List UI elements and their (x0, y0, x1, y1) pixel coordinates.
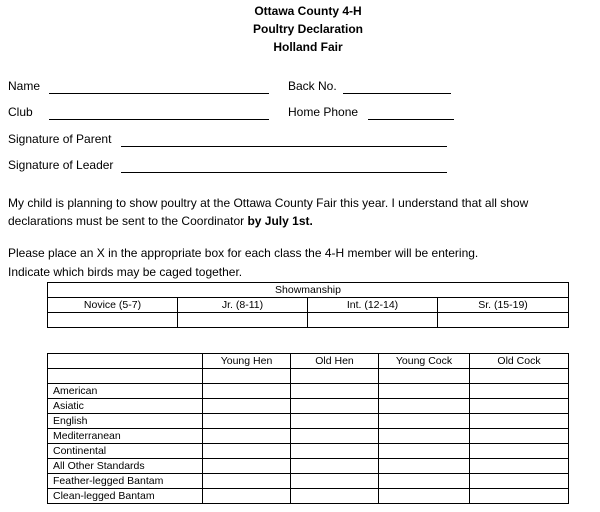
class-row-label: Feather-legged Bantam (48, 474, 203, 489)
class-header-old-hen: Old Hen (291, 354, 379, 369)
class-cell-old-cock[interactable] (470, 399, 569, 414)
class-row (48, 444, 569, 459)
poultry-class-table (47, 353, 569, 504)
class-spacer-row (48, 369, 203, 384)
declaration-paragraph (8, 194, 588, 230)
showmanship-title: Showmanship (48, 283, 569, 298)
class-cell-old-cock[interactable] (470, 474, 569, 489)
class-cell-young-cock[interactable] (379, 459, 470, 474)
class-header-old-cock: Old Cock (470, 354, 569, 369)
class-row-label: English (48, 414, 203, 429)
showmanship-cell-senior[interactable] (438, 313, 569, 328)
parent-signature-line[interactable] (121, 146, 447, 147)
class-cell-old-hen[interactable] (291, 414, 379, 429)
class-cell-young-hen[interactable] (203, 414, 291, 429)
showmanship-header-intermediate: Int. (12-14) (308, 298, 438, 313)
home-phone-label: Home Phone (288, 105, 359, 119)
class-row (48, 414, 569, 429)
class-cell-old-hen[interactable] (291, 429, 379, 444)
class-row-label: Mediterranean (48, 429, 203, 444)
class-cell-young-cock[interactable] (379, 399, 470, 414)
showmanship-cell-novice[interactable] (48, 313, 178, 328)
class-row (48, 474, 569, 489)
class-cell-old-cock[interactable] (470, 429, 569, 444)
class-header-young-cock: Young Cock (379, 354, 470, 369)
showmanship-cell-intermediate[interactable] (308, 313, 438, 328)
class-cell-old-hen[interactable] (291, 474, 379, 489)
instruction-line-1: Please place an X in the appropriate box for each class the 4-H member will be entering. (8, 246, 479, 260)
class-cell-old-hen[interactable] (291, 384, 379, 399)
class-header-corner (48, 354, 203, 369)
class-cell-young-cock[interactable] (379, 489, 470, 504)
class-row (48, 384, 569, 399)
class-cell-young-cock[interactable] (379, 384, 470, 399)
class-cell-old-hen[interactable] (291, 489, 379, 504)
class-cell-young-hen[interactable] (203, 489, 291, 504)
name-line[interactable] (49, 93, 269, 94)
form-subtitle: Poultry Declaration (252, 22, 364, 36)
showmanship-cell-junior[interactable] (178, 313, 308, 328)
fair-name: Holland Fair (273, 40, 343, 54)
class-cell-young-hen[interactable] (203, 399, 291, 414)
class-cell-young-cock[interactable] (379, 474, 470, 489)
showmanship-header-senior: Sr. (15-19) (438, 298, 569, 313)
class-row (48, 489, 569, 504)
club-line[interactable] (49, 119, 269, 120)
class-cell-young-hen[interactable] (203, 384, 291, 399)
name-label: Name (8, 79, 41, 93)
class-cell-old-cock[interactable] (470, 444, 569, 459)
class-cell-young-hen[interactable] (203, 444, 291, 459)
class-row-label: American (48, 384, 203, 399)
leader-signature-line[interactable] (121, 172, 447, 173)
class-cell-young-cock[interactable] (379, 429, 470, 444)
showmanship-header-novice: Novice (5-7) (48, 298, 178, 313)
class-cell-young-cock[interactable] (379, 414, 470, 429)
declaration-text: My child is planning to show poultry at the Ottawa County Fair this year. I understand that all show declarations must be sent to the Coordinator (8, 196, 529, 228)
showmanship-table (47, 282, 569, 328)
form-title: Ottawa County 4-H (254, 4, 362, 18)
class-row-label: All Other Standards (48, 459, 203, 474)
class-row (48, 399, 569, 414)
class-row (48, 429, 569, 444)
class-cell-old-cock[interactable] (470, 459, 569, 474)
class-cell-old-cock[interactable] (470, 414, 569, 429)
class-cell-young-hen[interactable] (203, 459, 291, 474)
class-header-young-hen: Young Hen (203, 354, 291, 369)
leader-signature-label: Signature of Leader (8, 158, 114, 172)
class-row-label: Clean-legged Bantam (48, 489, 203, 504)
class-cell-young-hen[interactable] (203, 429, 291, 444)
class-cell-old-hen[interactable] (291, 399, 379, 414)
home-phone-line[interactable] (368, 119, 454, 120)
instruction-line-2: Indicate which birds may be caged together. (8, 265, 243, 279)
class-row-label: Continental (48, 444, 203, 459)
class-row-label: Asiatic (48, 399, 203, 414)
class-cell-young-hen[interactable] (203, 474, 291, 489)
back-no-line[interactable] (343, 93, 451, 94)
club-label: Club (8, 105, 33, 119)
back-no-label: Back No. (288, 79, 337, 93)
deadline-text: by July 1st. (247, 214, 313, 228)
class-cell-old-cock[interactable] (470, 384, 569, 399)
class-cell-old-hen[interactable] (291, 444, 379, 459)
class-cell-young-cock[interactable] (379, 444, 470, 459)
class-cell-old-hen[interactable] (291, 459, 379, 474)
class-row (48, 459, 569, 474)
showmanship-header-junior: Jr. (8-11) (178, 298, 308, 313)
class-cell-old-cock[interactable] (470, 489, 569, 504)
parent-signature-label: Signature of Parent (8, 132, 112, 146)
